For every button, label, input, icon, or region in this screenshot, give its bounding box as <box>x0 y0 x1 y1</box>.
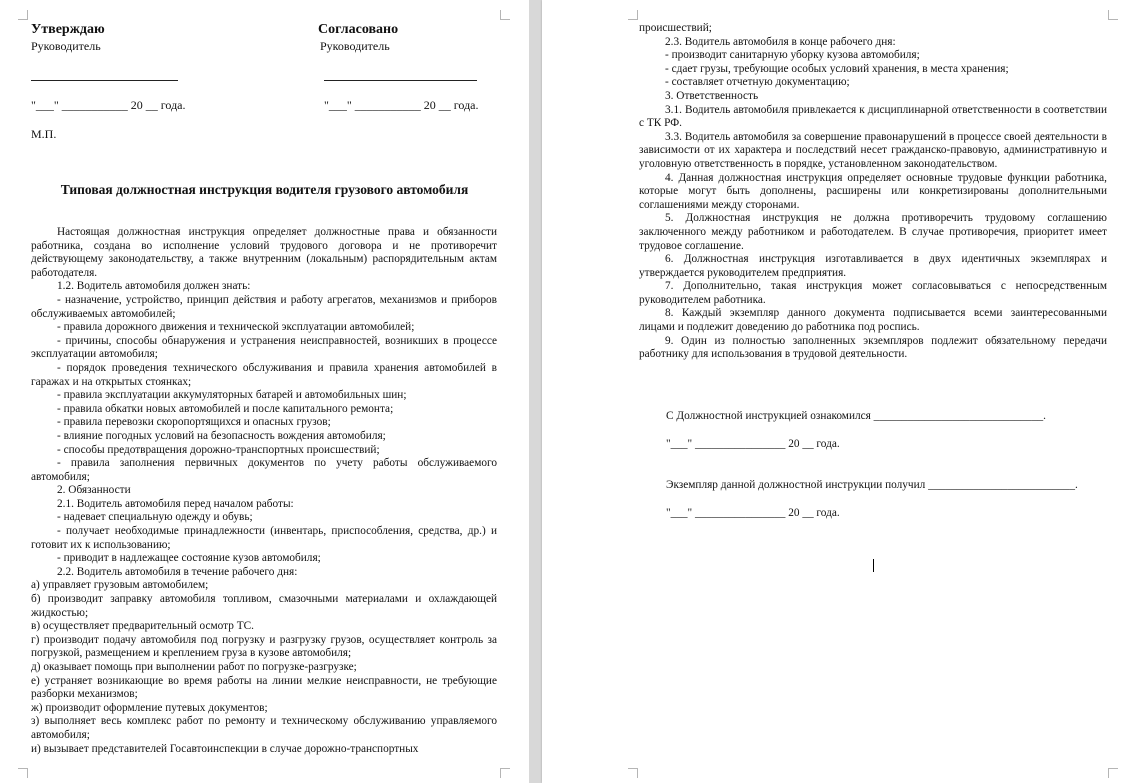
paragraph: д) оказывает помощь при выполнении работ по погрузке-разгрузке; <box>31 661 357 673</box>
corner-mark <box>500 10 510 20</box>
agree-date: "___" ___________ 20 __ года. <box>324 98 479 112</box>
paragraph: и) вызывает представителей Госавтоинспекции в случае дорожно-транспортных <box>31 742 419 755</box>
paragraph: - правила перевозки скоропортящихся и опасных грузов; <box>57 416 331 429</box>
paragraph: - назначение, устройство, принцип действия и работу агрегатов, механизмов и приборов обслуживаемых автомобилей; <box>31 293 497 320</box>
right-body-text <box>639 22 1107 362</box>
paragraph: - правила заполнения первичных документов по учету работы обслуживаемого автомобиля; <box>31 457 497 483</box>
paragraph: 1.2. Водитель автомобиля должен знать: <box>57 280 251 293</box>
corner-mark <box>18 10 28 20</box>
text-cursor <box>873 559 874 572</box>
agree-signature-line <box>324 80 477 81</box>
paragraph: 2. Обязанности <box>57 484 131 497</box>
paragraph: - составляет отчетную документацию; <box>665 76 850 89</box>
corner-mark <box>18 768 28 778</box>
paragraph: 8. Каждый экземпляр данного документа подписывается всеми заинтересованными лицами и подлежит доведению до работника под роспись. <box>639 307 1107 334</box>
copy-received-line: Экземпляр данной должностной инструкции получил __________________________. <box>666 479 1078 491</box>
copy-received-date: "___" ________________ 20 __ года. <box>666 507 840 519</box>
paragraph: - производит санитарную уборку кузова автомобиля; <box>665 49 920 62</box>
document-page-2[interactable] <box>542 0 1130 783</box>
paragraph: 4. Данная должностная инструкция определяет основные трудовые функции работника, которые могут быть дополнены, расширены или конкретизированы дополнительными соглашениями между сторонами. <box>639 171 1107 211</box>
paragraph: ж) производит оформление путевых документов; <box>31 701 268 714</box>
paragraph: - порядок проведения технического обслуживания и правила хранения автомобилей в гаражах и на открытых стоянках; <box>31 361 497 388</box>
paragraph: 2.1. Водитель автомобиля перед началом работы: <box>57 497 294 510</box>
paragraph: - сдает грузы, требующие особых условий хранения, в места хранения; <box>665 62 1009 75</box>
paragraph: - правила обкатки новых автомобилей и после капитального ремонта; <box>57 402 394 415</box>
corner-mark <box>1108 10 1118 20</box>
paragraph: з) выполняет весь комплекс работ по ремонту и техническому обслуживанию управляемого автомобиля; <box>31 715 497 741</box>
acknowledgement-line: С Должностной инструкцией ознакомился ______________________________. <box>666 410 1046 422</box>
approve-heading: Утверждаю <box>31 22 105 37</box>
paragraph: в) осуществляет предварительный осмотр ТС. <box>31 620 254 633</box>
paragraph: 5. Должностная инструкция не должна противоречить трудовому соглашению заключенного между работником и работодателем. В случае противоречия, приоритет имеет трудовое соглашение. <box>639 212 1107 252</box>
corner-mark <box>628 768 638 778</box>
paragraph: 3. Ответственность <box>665 89 759 102</box>
corner-mark <box>500 768 510 778</box>
paragraph: 6. Должностная инструкция изготавливается в двух идентичных экземплярах и утверждается руководителем предприятия. <box>639 253 1107 279</box>
paragraph: - причины, способы обнаружения и устранения неисправностей, возникших в процессе эксплуатации автомобиля; <box>31 334 497 361</box>
paragraph: е) устраняет возникающие во время работы на линии мелкие неисправности, не требующие разборки механизмов; <box>31 674 497 701</box>
agree-heading: Согласовано <box>318 22 399 37</box>
paragraph: - влияние погодных условий на безопасность вождения автомобиля; <box>57 429 386 442</box>
paragraph: Настоящая должностная инструкция определяет должностные права и обязанности работника, создана во исполнение условий трудового договора и не противоречит действующему законодательству, а также внутренним (локальным) распорядительным актам работодателя. <box>31 226 497 279</box>
paragraph: происшествий; <box>639 22 712 34</box>
paragraph: - надевает специальную одежду и обувь; <box>57 511 253 524</box>
paragraph: - правила эксплуатации аккумуляторных батарей и автомобильных шин; <box>57 389 407 402</box>
document-title: Типовая должностная инструкция водителя грузового автомобиля <box>60 182 469 197</box>
corner-mark <box>1108 768 1118 778</box>
paragraph: 3.1. Водитель автомобиля привлекается к дисциплинарной ответственности в соответствии с ТК РФ. <box>639 103 1107 130</box>
approve-role: Руководитель <box>31 39 101 53</box>
paragraph: б) производит заправку автомобиля топливом, смазочными материалами и охлаждающей жидкостью; <box>31 593 497 619</box>
stamp-place: М.П. <box>31 127 57 141</box>
approve-signature-line <box>31 80 178 81</box>
paragraph: 9. Один из полностью заполненных экземпляров подлежит обязательному передачи работнику для использования в трудовой деятельности. <box>639 334 1107 361</box>
paragraph: - получает необходимые принадлежности (инвентарь, приспособления, средства, др.) и готовит их к использованию; <box>31 525 497 551</box>
agree-role: Руководитель <box>320 39 390 53</box>
paragraph: - приводит в надлежащее состояние кузов автомобиля; <box>57 552 321 565</box>
paragraph: 2.2. Водитель автомобиля в течение рабочего дня: <box>57 565 298 578</box>
paragraph: а) управляет грузовым автомобилем; <box>31 579 209 592</box>
document-page-1[interactable] <box>0 0 529 783</box>
paragraph: - способы предотвращения дорожно-транспортных происшествий; <box>57 443 380 456</box>
paragraph: - правила дорожного движения и технической эксплуатации автомобилей; <box>57 321 415 334</box>
paragraph: 2.3. Водитель автомобиля в конце рабочего дня: <box>665 35 896 48</box>
approve-date: "___" ___________ 20 __ года. <box>31 98 186 112</box>
page-gap <box>529 0 542 783</box>
paragraph: г) производит подачу автомобиля под погрузку и разгрузку грузов, осуществляет контроль за погрузкой, размещением и креплением груза в кузове автомобиля; <box>31 633 497 660</box>
left-body-text <box>31 226 497 756</box>
corner-mark <box>628 10 638 20</box>
acknowledgement-date: "___" ________________ 20 __ года. <box>666 438 840 450</box>
paragraph: 7. Дополнительно, такая инструкция может согласовываться с непосредственным руководителем работника. <box>639 280 1107 306</box>
paragraph: 3.3. Водитель автомобиля за совершение правонарушений в процессе своей деятельности в зависимости от их характера и последствий несет гражданско-правовую, административную и уголовную ответственность в порядке, установленном законодательством. <box>639 130 1107 170</box>
